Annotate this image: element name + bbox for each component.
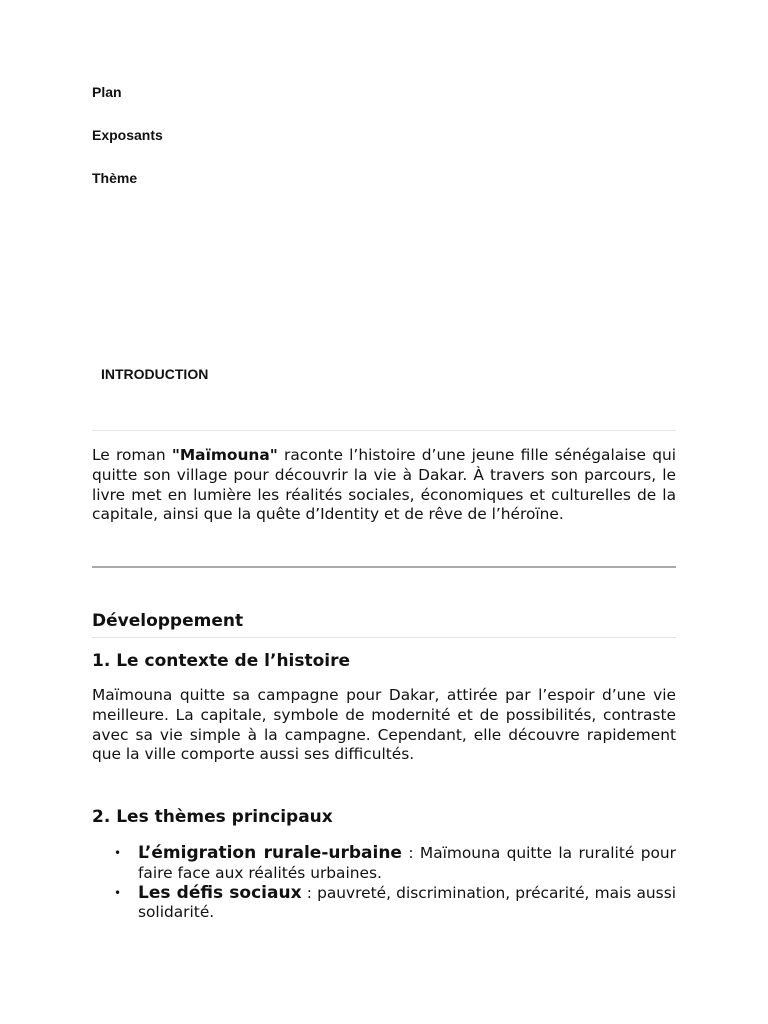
introduction-heading: INTRODUCTION: [101, 366, 209, 382]
section-divider: [92, 566, 676, 568]
theme-term: Les défis sociaux: [138, 882, 302, 903]
list-item: [92, 844, 676, 884]
development-underline: [92, 637, 676, 638]
section1-title: 1. Le contexte de l’histoire: [92, 651, 351, 671]
section1-paragraph: Maïmouna quitte sa campagne pour Dakar, attirée par l’espoir d’une vie meilleure. La capitale, symbole de modernité et de possibilités, contraste avec sa vie simple à la campagne. Cependant, elle découvre rapidement que la ville comporte aussi ses difficultés.: [92, 686, 676, 764]
theme-desc: : pauvreté, discrimination, précarité, mais aussi solidarité.: [138, 883, 676, 922]
development-heading: Développement: [92, 611, 244, 631]
toc-item-theme: Thème: [92, 170, 138, 186]
theme-desc: : Maïmouna quitte la ruralité pour faire face aux réalités urbaines.: [138, 844, 676, 882]
bullet-icon: •: [114, 885, 122, 900]
toc-item-plan: Plan: [92, 84, 122, 100]
bullet-icon: •: [114, 846, 122, 860]
themes-list: [92, 844, 676, 923]
toc-item-exposants: Exposants: [92, 127, 163, 143]
list-item: [92, 884, 676, 924]
divider-top: [92, 430, 676, 431]
book-title: "Maïmouna": [171, 446, 278, 464]
section2-title: 2. Les thèmes principaux: [92, 807, 333, 827]
intro-body: raconte l’histoire d’une jeune fille sénégalaise qui quitte son village pour découvrir la vie à Dakar. À travers son parcours, le livre met en lumière les réalités sociales, économiques et culturelles de la capitale, ainsi que la quête d’Identity et de rêve de l’héroïne.: [92, 446, 676, 524]
theme-term: L’émigration rurale-urbaine: [138, 843, 402, 863]
intro-lead: Le roman: [92, 446, 172, 464]
introduction-paragraph: [92, 446, 676, 525]
